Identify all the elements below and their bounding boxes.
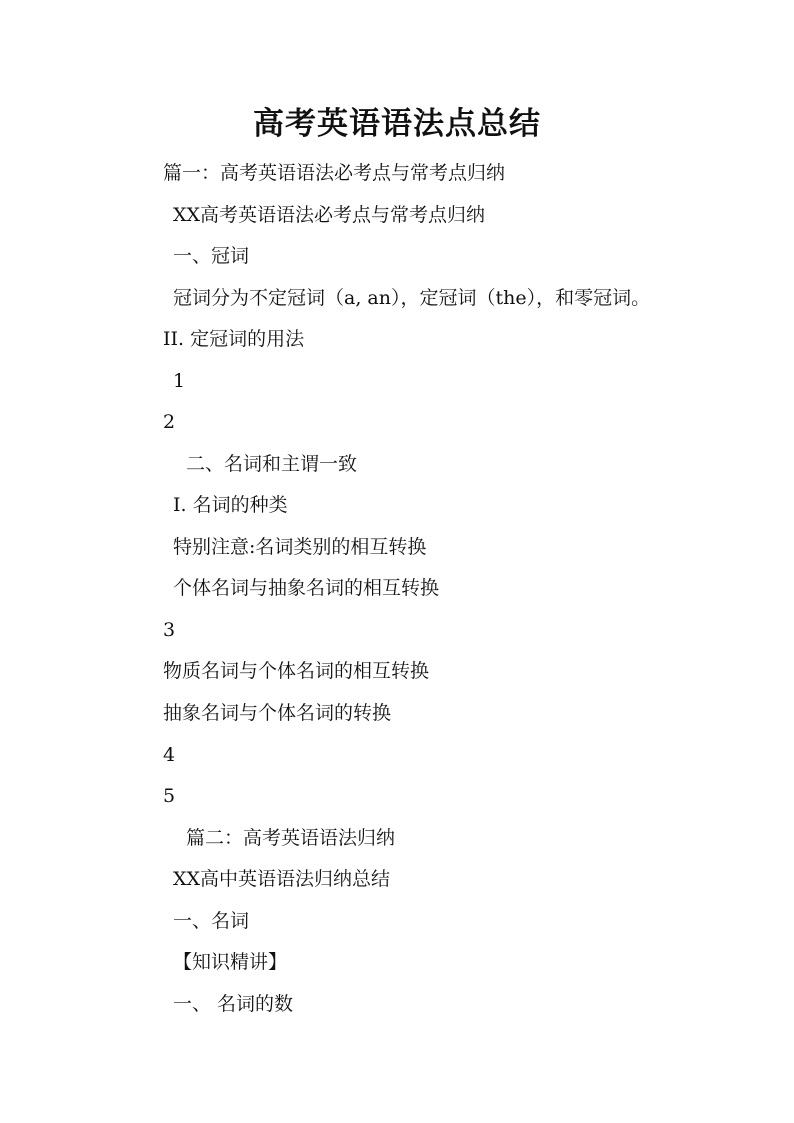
list-number: 3 — [163, 619, 176, 641]
heading-noun-number: 一、 名词的数 — [173, 993, 294, 1015]
heading-knowledge: 【知识精讲】 — [173, 951, 288, 973]
text-line: 个体名词与抽象名词的相互转换 — [173, 577, 440, 599]
list-number: 4 — [163, 744, 176, 766]
list-number: 2 — [163, 411, 176, 433]
subheading-noun-types: I. 名词的种类 — [173, 494, 288, 516]
text-line: 抽象名词与个体名词的转换 — [163, 702, 392, 724]
heading-articles: 一、冠词 — [173, 245, 250, 267]
subtitle-line: XX高考英语语法必考点与常考点归纳 — [173, 204, 486, 226]
paragraph-articles: 冠词分为不定冠词（a, an），定冠词（the），和零冠词。 — [173, 287, 651, 309]
section-heading-part-one: 篇一：高考英语语法必考点与常考点归纳 — [163, 162, 506, 184]
text-line: 特别注意:名词类别的相互转换 — [173, 536, 427, 558]
document-title: 高考英语语法点总结 — [253, 106, 541, 142]
subheading-definite-article: II. 定冠词的用法 — [163, 328, 305, 350]
list-number: 5 — [163, 785, 176, 807]
heading-nouns: 一、名词 — [173, 910, 250, 932]
list-number: 1 — [173, 370, 186, 392]
heading-nouns-agreement: 二、名词和主谓一致 — [186, 453, 358, 475]
section-heading-part-two: 篇二：高考英语语法归纳 — [186, 827, 396, 849]
subtitle-line: XX高中英语语法归纳总结 — [173, 868, 391, 890]
text-line: 物质名词与个体名词的相互转换 — [163, 660, 430, 682]
